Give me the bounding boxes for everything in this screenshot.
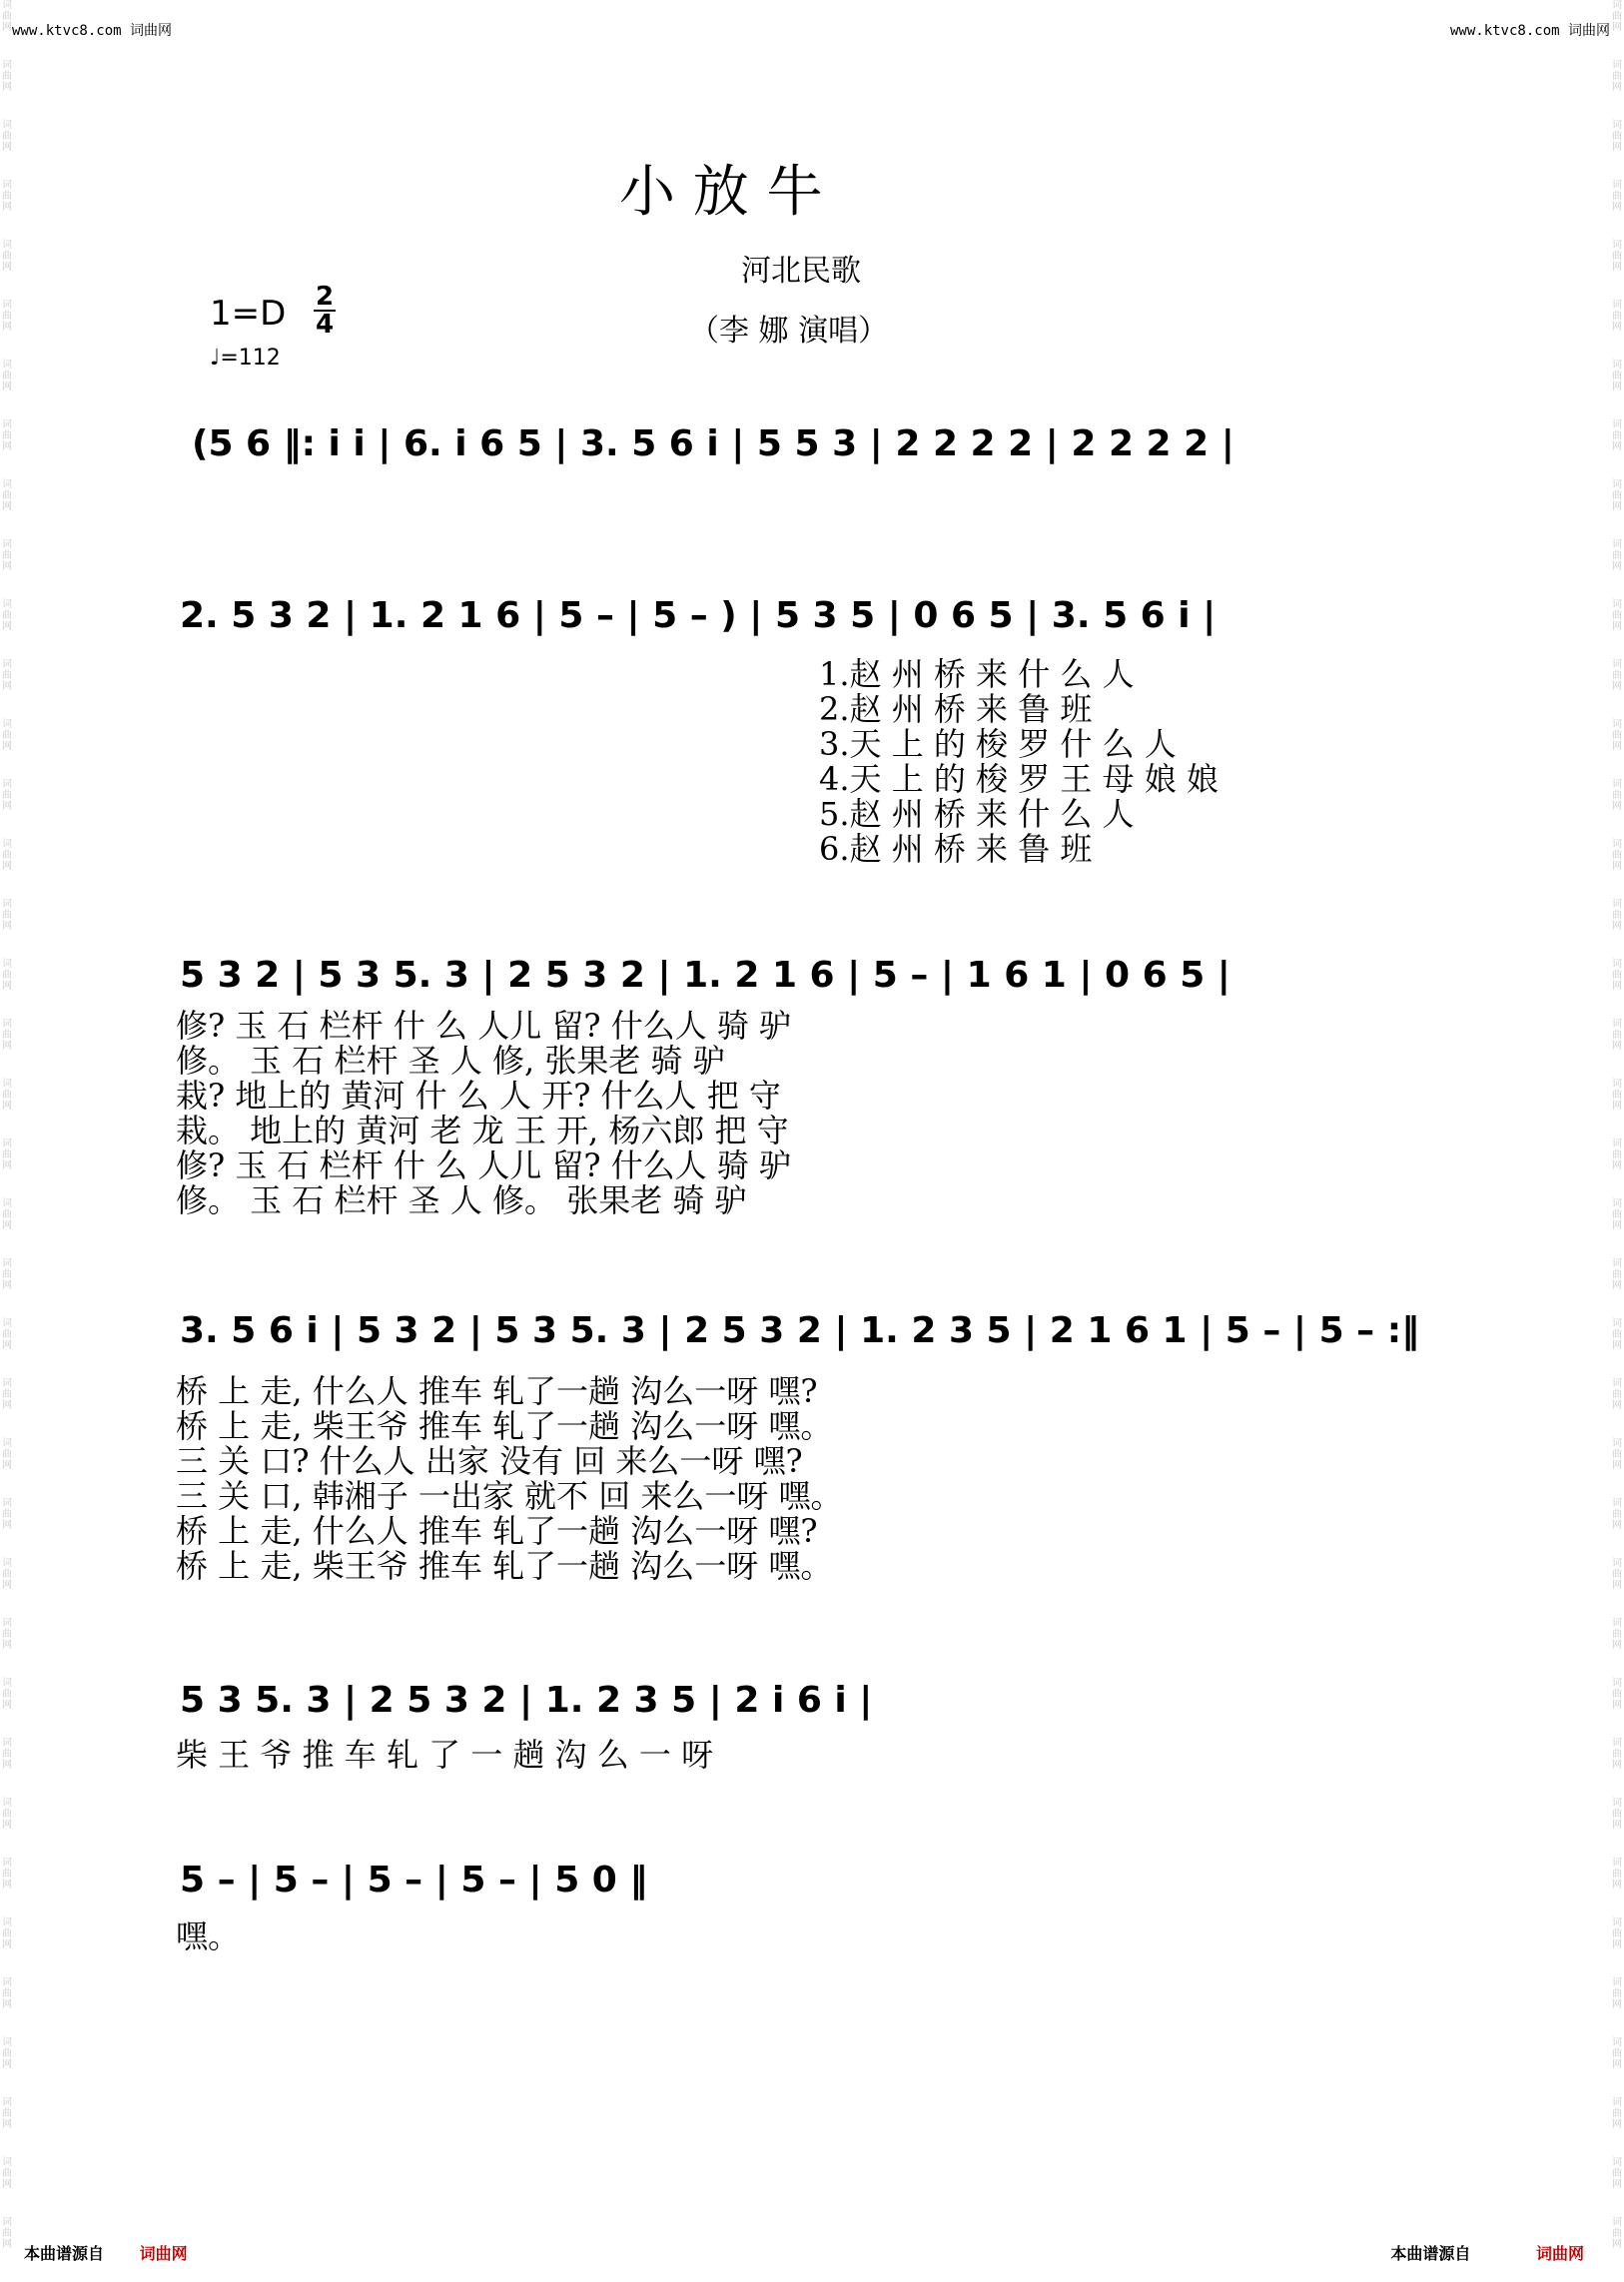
watermark-mark: 词 曲 网 <box>1612 1738 1622 1771</box>
lyrics-block-3 <box>176 1374 843 1584</box>
watermark-mark: 词 曲 网 <box>2 1378 12 1411</box>
watermark-mark: 词 曲 网 <box>1612 1438 1622 1471</box>
lyric-line: 栽。 地上的 黄河 老 龙 王 开, 杨六郎 把 守 <box>176 1112 789 1149</box>
watermark-mark: 词 曲 网 <box>2 1558 12 1591</box>
key-signature: 1=D <box>210 294 287 334</box>
lyric-line: 栽? 地上的 黄河 什 么 人 开? 什么人 把 守 <box>176 1077 781 1115</box>
lyric-line: 桥 上 走, 什么人 推车 轧了一趟 沟么一呀 嘿? <box>176 1372 818 1410</box>
watermark-mark: 词 曲 网 <box>1612 1798 1622 1831</box>
watermark-mark: 词 曲 网 <box>2 300 12 333</box>
watermark-mark: 词 曲 网 <box>2 2097 12 2130</box>
watermark-mark: 词 曲 网 <box>1612 1558 1622 1591</box>
watermark-mark: 词 曲 网 <box>2 1318 12 1351</box>
watermark-mark: 词 曲 网 <box>1612 539 1622 572</box>
watermark-mark: 词 曲 网 <box>2 719 12 752</box>
lyric-line: 三 关 口? 什么人 出家 没有 回 来么一呀 嘿? <box>176 1442 803 1480</box>
watermark-mark: 词 曲 网 <box>2 1019 12 1052</box>
watermark-mark: 词 曲 网 <box>2 2217 12 2250</box>
time-sig-top: 2 <box>315 282 335 312</box>
lyric-line: 1.赵 州 桥 来 什 么 人 <box>819 655 1135 693</box>
lyrics-block-4: 柴 王 爷 推 车 轧 了 一 趟 沟 么 一 呀 <box>176 1736 714 1774</box>
watermark-mark: 词 曲 网 <box>2 1258 12 1291</box>
watermark-mark: 词 曲 网 <box>2 2037 12 2070</box>
watermark-mark: 词 曲 网 <box>2 1438 12 1471</box>
watermark-mark: 词 曲 网 <box>1612 419 1622 452</box>
watermark-mark: 词 曲 网 <box>2 1678 12 1711</box>
watermark-mark: 词 曲 网 <box>2 2157 12 2190</box>
site-header-right: www.ktvc8.com 词曲网 <box>1449 23 1610 39</box>
footer-right-brand[interactable]: 词曲网 <box>1535 2244 1584 2263</box>
watermark-mark: 词 曲 网 <box>1612 120 1622 153</box>
watermark-mark: 词 曲 网 <box>1612 1318 1622 1351</box>
watermark-mark: 词 曲 网 <box>1612 180 1622 213</box>
song-origin: 河北民歌 <box>741 254 861 289</box>
lyric-line: 修。 玉 石 栏杆 圣 人 修, 张果老 骑 驴 <box>176 1042 725 1080</box>
watermark-mark: 词 曲 网 <box>1612 1618 1622 1651</box>
watermark-mark: 词 曲 网 <box>1612 479 1622 512</box>
lyrics-block-2 <box>176 1009 791 1218</box>
lyric-line: 修。 玉 石 栏杆 圣 人 修。 张果老 骑 驴 <box>176 1181 747 1219</box>
watermark-mark: 词 曲 网 <box>1612 899 1622 932</box>
watermark-mark: 词 曲 网 <box>2 240 12 273</box>
watermark-mark: 词 曲 网 <box>1612 779 1622 812</box>
watermark-mark: 词 曲 网 <box>2 839 12 872</box>
lyric-line: 6.赵 州 桥 来 鲁 班 <box>819 830 1093 868</box>
watermark-mark: 词 曲 网 <box>1612 1139 1622 1171</box>
footer-left <box>24 2241 188 2264</box>
watermark-mark: 词 曲 网 <box>2 1917 12 1950</box>
footer-left-brand[interactable]: 词曲网 <box>139 2244 188 2263</box>
watermark-mark: 词 曲 网 <box>2 0 12 33</box>
watermark-mark: 词 曲 网 <box>1612 659 1622 692</box>
watermark-mark: 词 曲 网 <box>2 120 12 153</box>
watermark-mark: 词 曲 网 <box>2 1977 12 2010</box>
watermark-mark: 词 曲 网 <box>2 479 12 512</box>
lyric-line: 桥 上 走, 柴王爷 推车 轧了一趟 沟么一呀 嘿。 <box>176 1407 833 1445</box>
watermark-mark: 词 曲 网 <box>2 899 12 932</box>
watermark-mark: 词 曲 网 <box>2 1079 12 1112</box>
watermark-mark: 词 曲 网 <box>2 539 12 572</box>
lyric-line: 2.赵 州 桥 来 鲁 班 <box>819 690 1093 728</box>
notation-line-1: (5 6 ‖: i i | 6. i 6 5 | 3. 5 6 i | 5 5 3 | 2 2 2 2 | 2 2 2 2 | <box>192 423 1234 464</box>
footer-right <box>1390 2241 1584 2264</box>
lyric-line: 三 关 口, 韩湘子 一出家 就不 回 来么一呀 嘿。 <box>176 1477 843 1515</box>
lyric-line: 4.天 上 的 梭 罗 王 母 娘 娘 <box>819 760 1218 798</box>
watermark-mark: 词 曲 网 <box>2 959 12 992</box>
notation-line-5: 5 3 5. 3 | 2 5 3 2 | 1. 2 3 5 | 2 i 6 i | <box>180 1680 873 1721</box>
watermark-mark: 词 曲 网 <box>2 599 12 632</box>
time-signature <box>314 284 336 338</box>
watermark-mark: 词 曲 网 <box>2 1139 12 1171</box>
watermark-mark: 词 曲 网 <box>1612 2097 1622 2130</box>
watermark-mark: 词 曲 网 <box>2 1798 12 1831</box>
watermark-mark: 词 曲 网 <box>2 1498 12 1531</box>
left-watermark-strip <box>0 0 14 2282</box>
lyrics-block-1 <box>819 657 1218 867</box>
watermark-mark: 词 曲 网 <box>2 659 12 692</box>
watermark-mark: 词 曲 网 <box>1612 2037 1622 2070</box>
lyric-line: 3.天 上 的 梭 罗 什 么 人 <box>819 725 1177 763</box>
watermark-mark: 词 曲 网 <box>1612 1079 1622 1112</box>
watermark-mark: 词 曲 网 <box>1612 300 1622 333</box>
watermark-mark: 词 曲 网 <box>1612 1198 1622 1231</box>
watermark-mark: 词 曲 网 <box>1612 1498 1622 1531</box>
watermark-mark: 词 曲 网 <box>1612 1977 1622 2010</box>
right-watermark-strip <box>1610 0 1624 2282</box>
watermark-mark: 词 曲 网 <box>1612 1019 1622 1052</box>
watermark-mark: 词 曲 网 <box>1612 240 1622 273</box>
watermark-mark: 词 曲 网 <box>2 1618 12 1651</box>
lyric-line: 5.赵 州 桥 来 什 么 人 <box>819 795 1135 833</box>
footer-left-text: 本曲谱源自 <box>24 2244 105 2263</box>
watermark-mark: 词 曲 网 <box>2 419 12 452</box>
notation-line-4: 3. 5 6 i | 5 3 2 | 5 3 5. 3 | 2 5 3 2 | 1. 2 3 5 | 2 1 6 1 | 5 – | 5 – :‖ <box>180 1310 1420 1351</box>
watermark-mark: 词 曲 网 <box>2 1858 12 1891</box>
watermark-mark: 词 曲 网 <box>2 180 12 213</box>
lyrics-block-5: 嘿。 <box>176 1917 241 1955</box>
watermark-mark: 词 曲 网 <box>1612 0 1622 33</box>
song-singer: （李 娜 演唱） <box>689 314 889 349</box>
notation-line-3: 5 3 2 | 5 3 5. 3 | 2 5 3 2 | 1. 2 1 6 | 5 – | 1 6 1 | 0 6 5 | <box>180 955 1230 996</box>
lyric-line: 修? 玉 石 栏杆 什 么 人儿 留? 什么人 骑 驴 <box>176 1146 792 1184</box>
lyric-line: 桥 上 走, 柴王爷 推车 轧了一趟 沟么一呀 嘿。 <box>176 1547 833 1585</box>
notation-line-6: 5 – | 5 – | 5 – | 5 – | 5 0 ‖ <box>180 1860 648 1901</box>
watermark-mark: 词 曲 网 <box>1612 1917 1622 1950</box>
notation-line-2: 2. 5 3 2 | 1. 2 1 6 | 5 – | 5 – ) | 5 3 5 | 0 6 5 | 3. 5 6 i | <box>180 595 1217 636</box>
watermark-mark: 词 曲 网 <box>2 60 12 93</box>
watermark-mark: 词 曲 网 <box>1612 719 1622 752</box>
watermark-mark: 词 曲 网 <box>1612 599 1622 632</box>
watermark-mark: 词 曲 网 <box>1612 360 1622 392</box>
watermark-mark: 词 曲 网 <box>1612 2217 1622 2250</box>
footer-right-text: 本曲谱源自 <box>1390 2244 1471 2263</box>
lyric-line: 修? 玉 石 栏杆 什 么 人儿 留? 什么人 骑 驴 <box>176 1007 792 1045</box>
watermark-mark: 词 曲 网 <box>1612 2157 1622 2190</box>
song-title: 小 放 牛 <box>619 160 823 225</box>
watermark-mark: 词 曲 网 <box>1612 1858 1622 1891</box>
watermark-mark: 词 曲 网 <box>1612 839 1622 872</box>
site-header-left: www.ktvc8.com 词曲网 <box>12 23 173 39</box>
tempo-marking: ♩=112 <box>210 346 281 371</box>
time-sig-bottom: 4 <box>315 310 335 340</box>
watermark-mark: 词 曲 网 <box>1612 1678 1622 1711</box>
watermark-mark: 词 曲 网 <box>1612 60 1622 93</box>
lyric-line: 桥 上 走, 什么人 推车 轧了一趟 沟么一呀 嘿? <box>176 1512 818 1550</box>
watermark-mark: 词 曲 网 <box>1612 959 1622 992</box>
watermark-mark: 词 曲 网 <box>2 360 12 392</box>
watermark-mark: 词 曲 网 <box>1612 1258 1622 1291</box>
watermark-mark: 词 曲 网 <box>2 1738 12 1771</box>
watermark-mark: 词 曲 网 <box>2 1198 12 1231</box>
watermark-mark: 词 曲 网 <box>2 779 12 812</box>
watermark-mark: 词 曲 网 <box>1612 1378 1622 1411</box>
